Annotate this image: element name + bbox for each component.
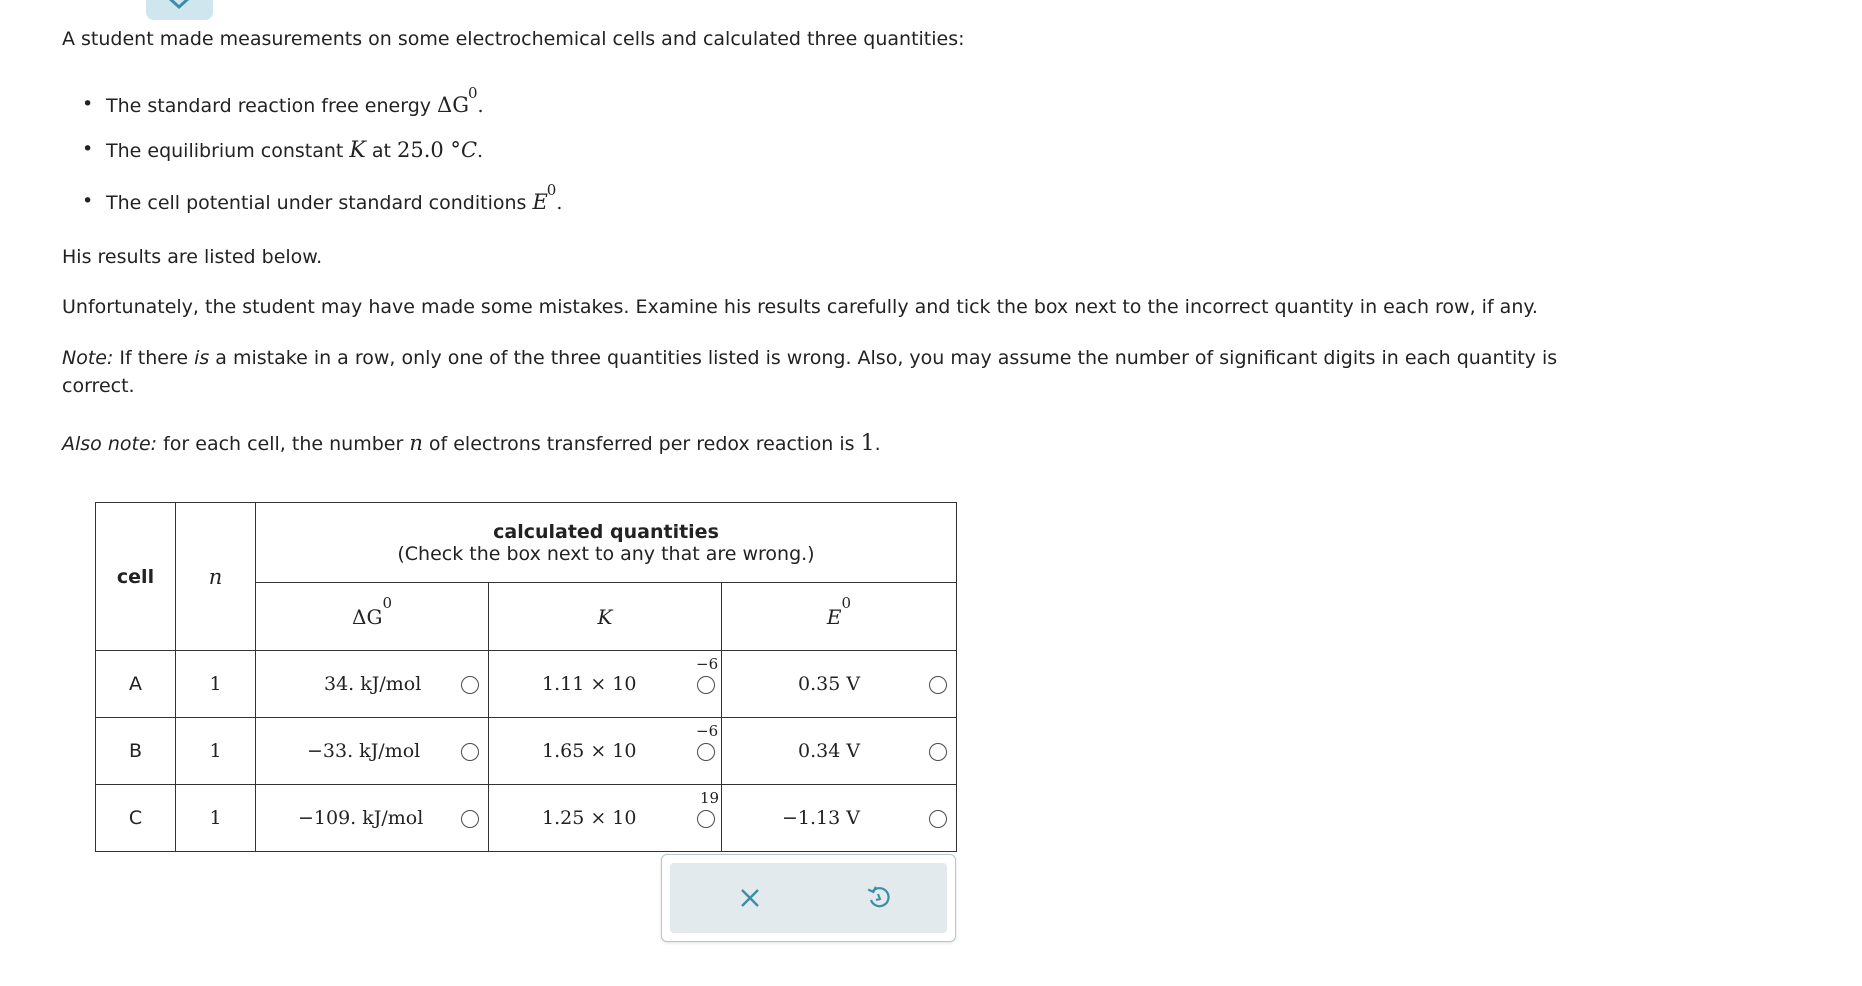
k-value: 1.65 × 10 −6 [542,722,719,762]
row-n-value: 1 [176,718,256,785]
row-k-cell [489,785,722,852]
dg-value: −33. kJ/mol [307,740,421,762]
bullet-free-energy: • The standard reaction free energy $\Delta G^0$. [82,84,484,117]
row-k-cell [489,651,722,718]
table-row [96,718,957,785]
row-dg-cell [256,785,489,852]
header-cell: cell [96,503,176,651]
row-cell-label: C [96,785,176,852]
k-value: 1.11 × 10 −6 [542,655,719,695]
header-k: K [489,583,722,651]
row-cell-label: A [96,651,176,718]
row-e-cell [722,651,957,718]
row-n-value: 1 [176,785,256,852]
undo-icon [866,885,892,911]
e-wrong-checkbox[interactable] [929,676,947,694]
e-value: −1.13 V [782,807,860,829]
also-note-text: Also note: for each cell, the number n of electrons transferred per redox reaction is 1. [62,431,881,456]
e-wrong-checkbox[interactable] [929,810,947,828]
row-e-cell [722,718,957,785]
header-e: $E^0$ [722,583,957,651]
header-delta-g: $\Delta G^0$ [256,583,489,651]
dg-value: 34. kJ/mol [324,673,422,695]
row-dg-cell [256,718,489,785]
k-wrong-checkbox[interactable] [697,810,715,828]
note-text-cont: correct. [62,375,135,397]
table-row [96,651,957,718]
dg-wrong-checkbox[interactable] [461,810,479,828]
dg-wrong-checkbox[interactable] [461,743,479,761]
bullet-equilibrium-constant: • The equilibrium constant K at 25.0 °C. [82,138,484,163]
row-dg-cell [256,651,489,718]
note-text: Note: If there is a mistake in a row, only one of the three quantities listed is wrong. Also, you may assume the number of significant digits in each quantity is [62,347,1558,369]
table-row [96,785,957,852]
mistake-text: Unfortunately, the student may have made some mistakes. Examine his results carefully and tick the box next to the incorrect quantity in each row, if any. [62,296,1538,318]
header-calculated-quantities: calculated quantities (Check the box next to any that are wrong.) [256,503,957,583]
row-k-cell [489,718,722,785]
clear-button[interactable] [690,863,810,933]
row-e-cell [722,785,957,852]
dg-value: −109. kJ/mol [298,807,424,829]
bullet-cell-potential: • The cell potential under standard conditions $E^0$. [82,181,563,214]
check-icon [166,0,192,10]
k-wrong-checkbox[interactable] [697,743,715,761]
k-wrong-checkbox[interactable] [697,676,715,694]
row-n-value: 1 [176,651,256,718]
row-cell-label: B [96,718,176,785]
close-icon [739,887,761,909]
results-text: His results are listed below. [62,246,323,268]
k-value: 1.25 × 10 19 [542,789,720,829]
check-answer-button[interactable] [146,0,213,20]
results-table [95,502,957,852]
action-panel [661,854,956,942]
undo-button[interactable] [819,863,939,933]
intro-text: A student made measurements on some electrochemical cells and calculated three quantities: [62,28,965,50]
e-value: 0.35 V [798,673,861,695]
e-wrong-checkbox[interactable] [929,743,947,761]
e-value: 0.34 V [798,740,861,762]
header-n: n [176,503,256,651]
dg-wrong-checkbox[interactable] [461,676,479,694]
